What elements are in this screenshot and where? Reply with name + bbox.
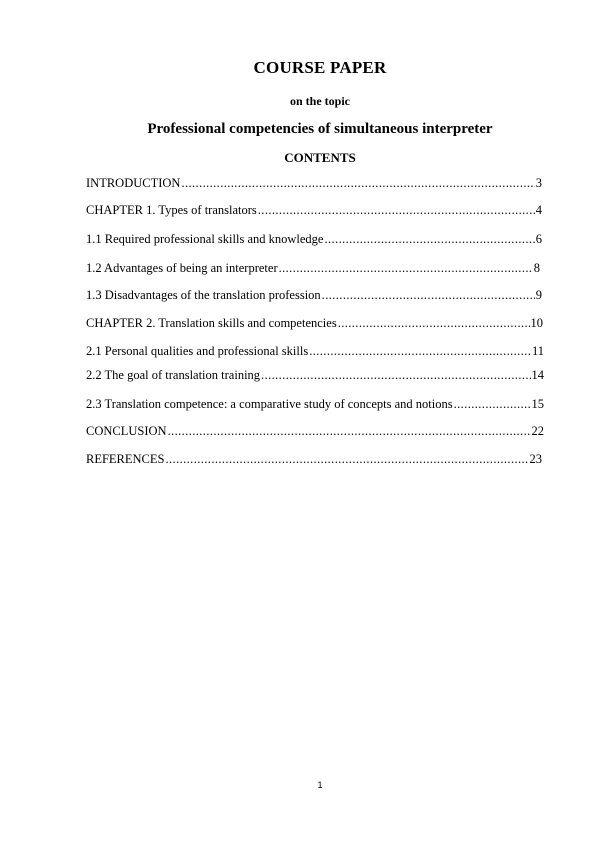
toc-entry-label: INTRODUCTION [86,176,181,190]
toc-entry-label: REFERENCES [86,452,165,466]
toc-entry-page: 22 [531,424,544,438]
toc-entry-page: 6 [535,232,542,246]
toc-entry-label: 1.1 Required professional skills and knowledge [86,232,324,246]
toc-leader [258,203,535,218]
toc-entry [86,397,544,412]
toc-entry-label: 2.1 Personal qualities and professional skills [86,344,309,358]
toc-entry-label: CHAPTER 1. Types of translators [86,203,257,217]
page-number: 1 [317,780,323,790]
toc-entry [86,232,542,247]
toc-leader [338,316,530,331]
toc-entry [86,316,543,331]
document-topic: Professional competencies of simultaneous interpreter [147,121,493,137]
toc-entry [86,424,544,439]
toc-entry-label: 2.2 The goal of translation training [86,368,261,382]
toc-leader [168,424,531,439]
toc-leader [279,261,533,276]
toc-entry-page: 23 [529,452,542,466]
document-title: COURSE PAPER [253,58,387,77]
document-subtitle: on the topic [290,94,350,108]
toc-entry-label: 2.3 Translation competence: a comparative study of concepts and notions [86,397,453,411]
toc-leader [324,232,534,247]
toc-entry-page: 9 [535,288,542,302]
toc-entry-page: 11 [531,344,544,358]
toc-entry-page: 10 [530,316,543,330]
toc-leader [454,397,531,412]
toc-entry [86,176,542,191]
toc-entry-page: 8 [533,261,540,275]
toc-entry [86,368,544,383]
toc-entry [86,203,542,218]
toc-entry [86,288,542,303]
toc-entry-page: 4 [535,203,542,217]
toc-entry-page: 14 [531,368,544,382]
toc-entry [86,452,542,467]
toc-leader [181,176,534,191]
contents-heading: CONTENTS [284,150,356,165]
toc-entry-label: 1.2 Advantages of being an interpreter [86,261,278,275]
toc-leader [309,344,531,359]
toc-leader [261,368,530,383]
toc-entry-page: 3 [535,176,542,190]
toc-leader [166,452,529,467]
toc-entry [86,261,540,276]
toc-entry-page: 15 [531,397,544,411]
toc-leader [322,288,535,303]
toc-entry-label: CHAPTER 2. Translation skills and competencies [86,316,337,330]
toc-entry [86,344,544,359]
toc-entry-label: CONCLUSION [86,424,167,438]
toc-entry-label: 1.3 Disadvantages of the translation profession [86,288,321,302]
